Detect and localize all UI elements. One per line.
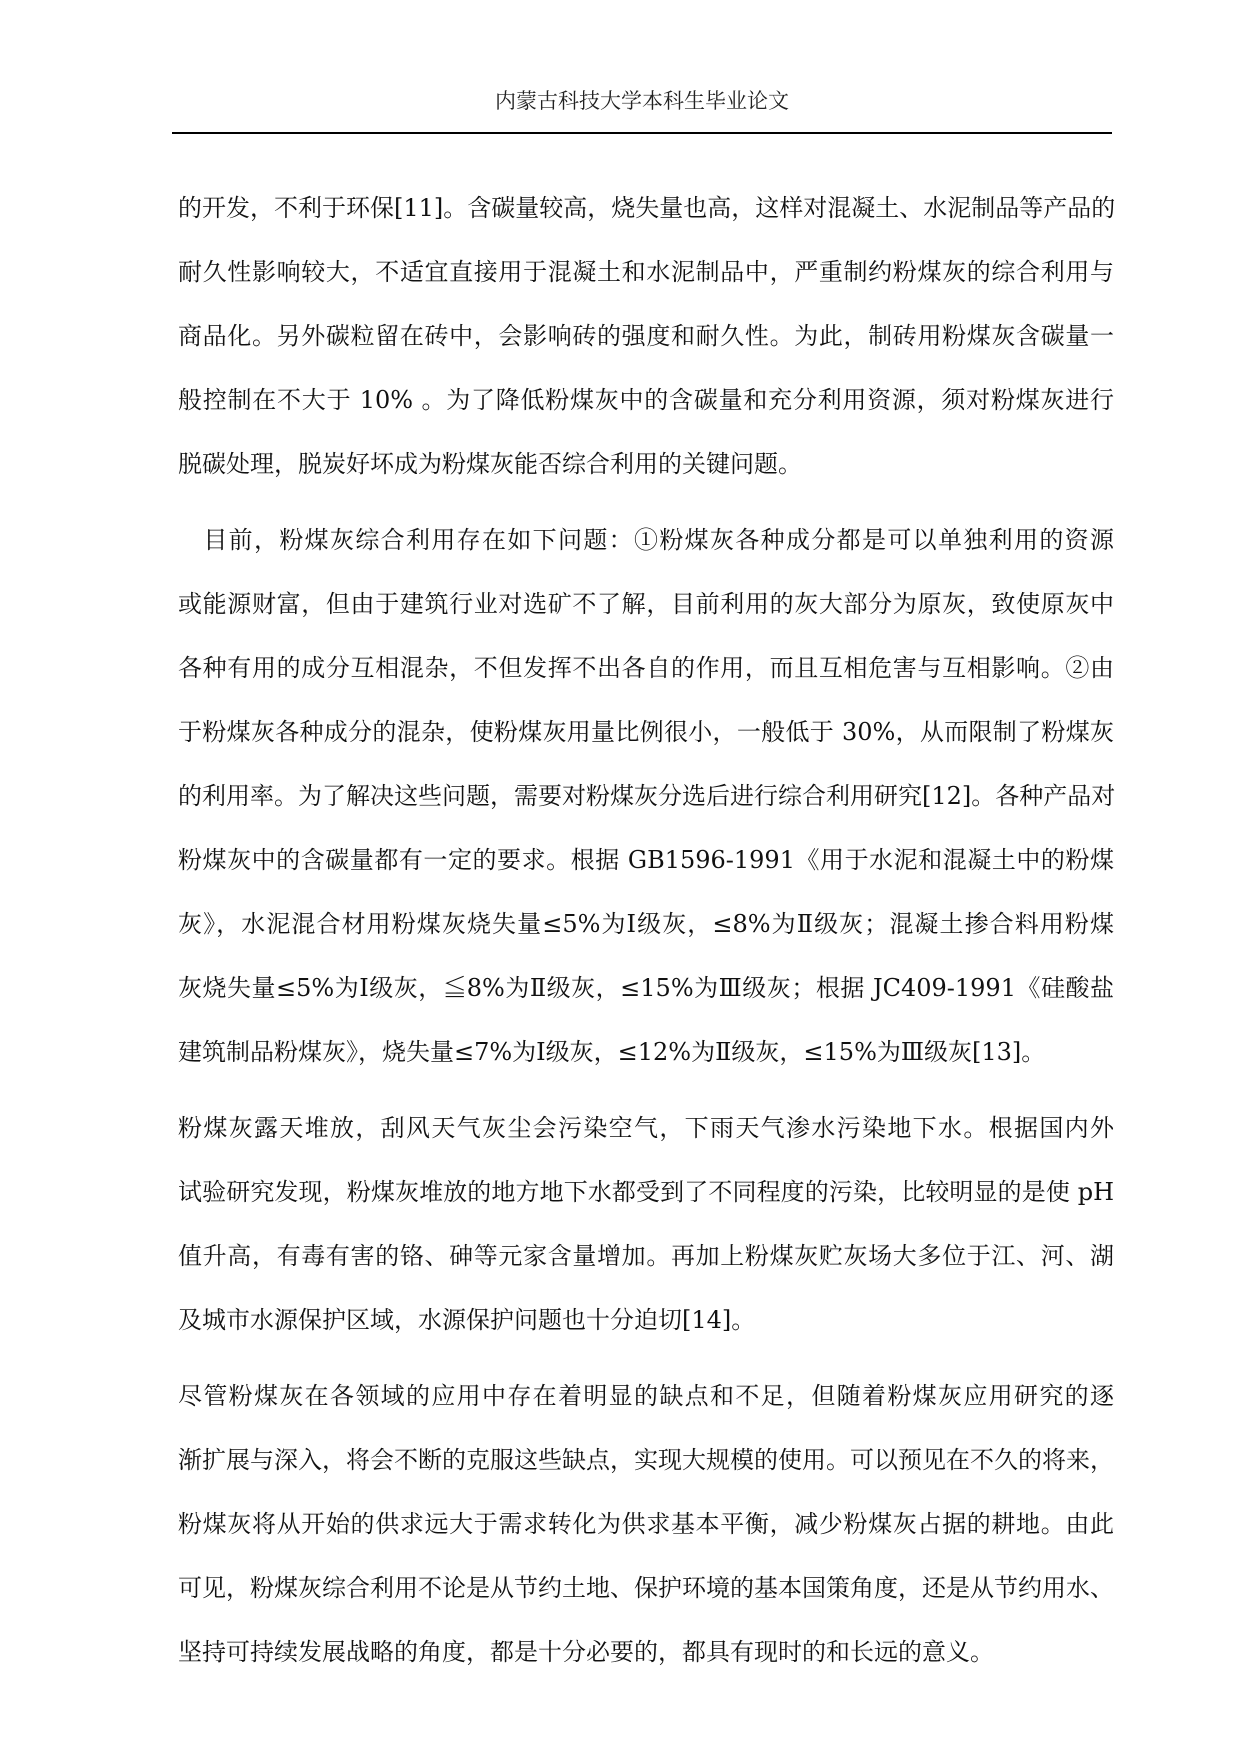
text-line: 的开发，不利于环保[11]。含碳量较高，烧失量也高，这样对混凝土、水泥制品等产品的 [178,194,1116,222]
text-line: 粉煤灰将从开始的供求远大于需求转化为供求基本平衡，减少粉煤灰占据的耕地。由此 [178,1510,1114,1538]
text-line: 坚持可持续发展战略的角度，都是十分必要的，都具有现时的和长远的意义。 [178,1638,994,1666]
text-line: 可见，粉煤灰综合利用不论是从节约土地、保护环境的基本国策角度，还是从节约用水、 [178,1574,1114,1602]
text-line: 建筑制品粉煤灰》，烧失量≤7%为Ⅰ级灰，≤12%为Ⅱ级灰，≤15%为Ⅲ级灰[13]。 [178,1038,1046,1066]
text-line: 脱碳处理，脱炭好坏成为粉煤灰能否综合利用的关键问题。 [178,450,802,478]
text-line: 耐久性影响较大，不适宜直接用于混凝土和水泥制品中，严重制约粉煤灰的综合利用与 [178,258,1114,286]
paragraph-4 [178,1376,1114,1672]
text-line: 粉煤灰露天堆放，刮风天气灰尘会污染空气，下雨天气渗水污染地下水。根据国内外 [178,1114,1114,1142]
paragraph-1 [178,188,1114,484]
text-line: 灰烧失量≤5%为Ⅰ级灰，≦8%为Ⅱ级灰，≤15%为Ⅲ级灰；根据 JC409-1991《硅酸盐 [178,974,1114,1002]
text-line: 尽管粉煤灰在各领域的应用中存在着明显的缺点和不足，但随着粉煤灰应用研究的逐 [178,1382,1114,1410]
text-line: 或能源财富，但由于建筑行业对选矿不了解，目前利用的灰大部分为原灰，致使原灰中 [178,590,1114,618]
page-header-title: 内蒙古科技大学本科生毕业论文 [495,89,789,113]
text-line: 灰》，水泥混合材用粉煤灰烧失量≤5%为Ⅰ级灰，≤8%为Ⅱ级灰；混凝土掺合料用粉煤 [178,910,1114,938]
text-line: 于粉煤灰各种成分的混杂，使粉煤灰用量比例很小，一般低于 30%，从而限制了粉煤灰 [178,718,1114,746]
text-line: 粉煤灰中的含碳量都有一定的要求。根据 GB1596-1991《用于水泥和混凝土中的粉煤 [178,846,1114,874]
text-line: 目前，粉煤灰综合利用存在如下问题：①粉煤灰各种成分都是可以单独利用的资源 [178,526,1114,554]
text-line: 的利用率。为了解决这些问题，需要对粉煤灰分选后进行综合利用研究[12]。各种产品对 [178,782,1116,810]
text-line: 及城市水源保护区域，水源保护问题也十分迫切[14]。 [178,1306,756,1334]
paragraph-2 [178,520,1114,1072]
body-text [178,188,1114,1696]
text-line: 般控制在不大于 10% 。为了降低粉煤灰中的含碳量和充分利用资源，须对粉煤灰进行 [178,386,1114,414]
header-divider [172,132,1112,134]
text-line: 渐扩展与深入，将会不断的克服这些缺点，实现大规模的使用。可以预见在不久的将来， [178,1446,1114,1474]
paragraph-3 [178,1108,1114,1340]
text-line: 商品化。另外碳粒留在砖中，会影响砖的强度和耐久性。为此，制砖用粉煤灰含碳量一 [178,322,1114,350]
text-line: 试验研究发现，粉煤灰堆放的地方地下水都受到了不同程度的污染，比较明显的是使 pH [178,1178,1114,1206]
text-line: 各种有用的成分互相混杂，不但发挥不出各自的作用，而且互相危害与互相影响。②由 [178,654,1114,682]
text-line: 值升高，有毒有害的铬、砷等元家含量增加。再加上粉煤灰贮灰场大多位于江、河、湖 [178,1242,1114,1270]
